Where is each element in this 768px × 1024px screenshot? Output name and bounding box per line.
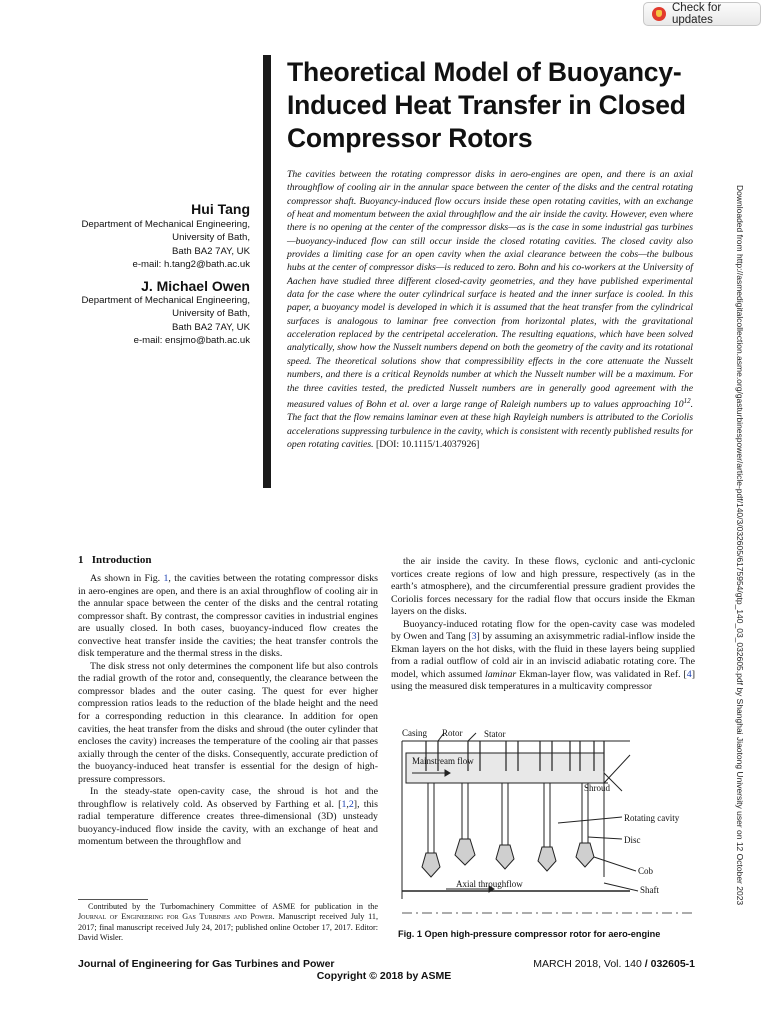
body-paragraph: Buoyancy-induced rotating flow for the open-cavity case was modeled by Owen and Tang [3] by assuming an axisymmetric radial-inflow inside the Ekman layers on the hot disks, with the fluid in these layers being supplied from a radial outflow of cold air in an inviscid adiabatic rotating core. The model, which assumed laminar Ekman-layer flow, was validated in Ref. [4] using the measured disk temperatures in a multicavity compressor <box>391 618 695 693</box>
label-shaft: Shaft <box>640 885 659 895</box>
figure-1 <box>398 727 694 919</box>
affiliation-line: Department of Mechanical Engineering, <box>81 295 250 306</box>
body-column-right <box>391 556 695 694</box>
check-for-updates-label: Check for updates <box>672 2 722 26</box>
label-cob: Cob <box>638 866 654 876</box>
journal-name: Journal of Engineering for Gas Turbines and Power <box>78 958 335 970</box>
exponent: 12 <box>683 396 691 405</box>
paper-title: Theoretical Model of Buoyancy-Induced Heat Transfer in Closed Compressor Rotors <box>287 57 686 153</box>
author-email[interactable]: e-mail: h.tang2@bath.ac.uk <box>132 259 250 271</box>
compressor-rotor-diagram <box>398 727 694 919</box>
issue-info <box>500 958 695 970</box>
abstract <box>287 168 693 451</box>
label-rotating-cavity: Rotating cavity <box>624 813 680 823</box>
emphasis: laminar <box>485 668 517 680</box>
label-shroud: Shroud <box>584 783 611 793</box>
footnote-text: Contributed by the Turbomachinery Committee of ASME for publication in the Journal of Engineering for Gas Turbines and Power. Manuscript received July 11, 2017; final manuscript received July 24, 2017; published online October 17, 2017. Editor: David Wisler. <box>78 902 378 943</box>
abstract-text: The cavities between the rotating compressor disks in aero-engines are open, and there is an axial throughflow of cooling air in the annular space between the center of the disks and the central rotating compressor shaft. Buoyancy-induced flow occurs inside these open rotating cavities, with an exchange of heat and momentum between the axial throughflow and the air inside the cavity. However, even where there is no opening at the center of the compressor disks—as is the case in some industrial gas turbines—buoyancy-induced flow can still occur inside the closed rotating cavities. The closed cavity also provides a limiting case for an open cavity when the axial clearance between the cobs—the bulbous hubs at the center of compressor disks—is reduced to zero. Bohn and his co-workers at the University of Aachen have studied three different closed-cavity geometries, and they have published experimental data for the case where the outer cylindrical surface is heated and the inner surface is cooled. In this paper, a buoyancy model is developed in which it is assumed that the heat transfer from the cylindrical surfaces is analogous to laminar free convection from horizontal plates, with the gravitational acceleration replaced by the centripetal acceleration. The resulting equations, which have been solved analytically, show how the Nusselt numbers depend on both the geometry of the cavity and its rotational speed. The theoretical solutions show that compressibility effects in the core attenuate the Nusselt numbers, and there is a critical Reynolds number at which the Nusselt number will be a maximum. For the three cavities tested, the predicted Nusselt numbers are in generally good agreement with the measured values of Bohn et al. over a large range of Raleigh numbers up to values approaching 10 <box>287 169 693 411</box>
check-for-updates-button[interactable] <box>643 2 761 26</box>
section-title: Introduction <box>91 554 152 566</box>
copyright: Copyright © 2018 by ASME <box>316 970 452 982</box>
affiliation-line: University of Bath, <box>172 232 250 244</box>
label-disc: Disc <box>624 835 641 845</box>
section-heading <box>78 554 151 566</box>
body-paragraph: As shown in Fig. 1, the cavities between the rotating compressor disks in aero-engines are open, and there is an axial throughflow of cooling air in the annular space between the center of the disks and the central rotating compressor shaft. By contrast, the compressor cavities in industrial engines are usually closed. In both cases, buoyancy-induced flow creates the convective heat transfer inside the cavities; the heat transfer controls the disk temperature and the thermal stress in the disks. <box>78 573 379 660</box>
affiliation-line: Bath BA2 7AY, UK <box>171 321 250 333</box>
citation-link[interactable]: 2 <box>348 798 354 810</box>
body-column-left <box>78 573 378 849</box>
author-affiliation <box>30 294 250 348</box>
affiliation-line: University of Bath, <box>172 308 250 320</box>
footnote <box>78 902 378 944</box>
issue-date: MARCH 2018, Vol. 140 <box>533 958 642 970</box>
article-number: 032605-1 <box>650 958 695 970</box>
citation-link[interactable]: 1 <box>341 798 347 810</box>
label-casing: Casing <box>402 728 428 738</box>
author-name: Hui Tang <box>191 201 250 217</box>
footnote-rule <box>78 899 148 900</box>
citation-link[interactable]: 4 <box>686 668 692 680</box>
crossmark-icon <box>652 7 666 21</box>
label-axial-throughflow: Axial throughflow <box>456 879 523 889</box>
section-number: 1 <box>78 554 84 566</box>
title-accent-bar <box>263 55 271 488</box>
author-affiliation <box>30 218 250 272</box>
issue-separator: / <box>644 958 648 970</box>
body-paragraph: The disk stress not only determines the component life but also controls the radial growth of the rotor and, consequently, the clearance between the compressor blades and the outer casing. The quest for ever higher compression ratios leads to the reduction of the blade height and the need for a corresponding reduction in this clearance. In addition for open cavities, the heat transfer from the disks and shroud (the outer cylinder that encloses the cavity) increases the temperature of the cooling air that passes axially through the center of the disks. Consequently, accurate prediction of the buoyancy-induced heat transfer is essential for the design of high-pressure compressors. <box>78 660 378 785</box>
doi-link[interactable]: [DOI: 10.1115/1.4037926] <box>375 439 480 451</box>
body-paragraph: the air inside the cavity. In these flows, cyclonic and anti-cyclonic vortices create regions of low and high pressure, respectively (as in the earth’s atmosphere), and the circumferential pressure gradient provides the Coriolis forces necessary for the radial flow that occurs inside the Ekman layers on the disks. <box>391 556 695 618</box>
affiliation-line: Department of Mechanical Engineering, <box>81 219 250 230</box>
author-name: J. Michael Owen <box>141 278 250 294</box>
abstract-text: . The fact that the flow remains laminar even at these high Rayleigh numbers is attributed to the Coriolis accelerations suppressing turbulence in the cavity, which is consistent with recently published results for open rotating cavities. <box>287 399 693 451</box>
label-rotor: Rotor <box>442 728 463 738</box>
citation-link[interactable]: 3 <box>471 631 477 643</box>
journal-title: Journal of Engineering for Gas Turbines and Power <box>78 912 273 922</box>
figure-caption: Fig. 1 Open high-pressure compressor rotor for aero-engine <box>398 929 661 939</box>
affiliation-line: Bath BA2 7AY, UK <box>171 245 250 257</box>
download-notice <box>733 185 747 1017</box>
label-stator: Stator <box>484 729 506 739</box>
author-email[interactable]: e-mail: ensjmo@bath.ac.uk <box>133 335 250 347</box>
body-paragraph: In the steady-state open-cavity case, the shroud is hot and the throughflow is relatively cold. As observed by Farthing et al. [1,2], this radial temperature difference creates three-dimensional (3D) unsteady buoyancy-induced flow inside the cavity, with an exchange of heat and momentum between the throughflow and <box>78 786 378 848</box>
label-mainstream-flow: Mainstream flow <box>412 756 474 766</box>
citation-link[interactable]: 1 <box>163 573 169 584</box>
download-notice-text: Downloaded from http://asmedigitalcollection.asme.org/gasturbinespower/article-pdf/140/3/032605/6175954/gtp_140_03_032605.pdf by Shanghai Jiaotong University user on 12 October 2023 <box>735 185 745 906</box>
